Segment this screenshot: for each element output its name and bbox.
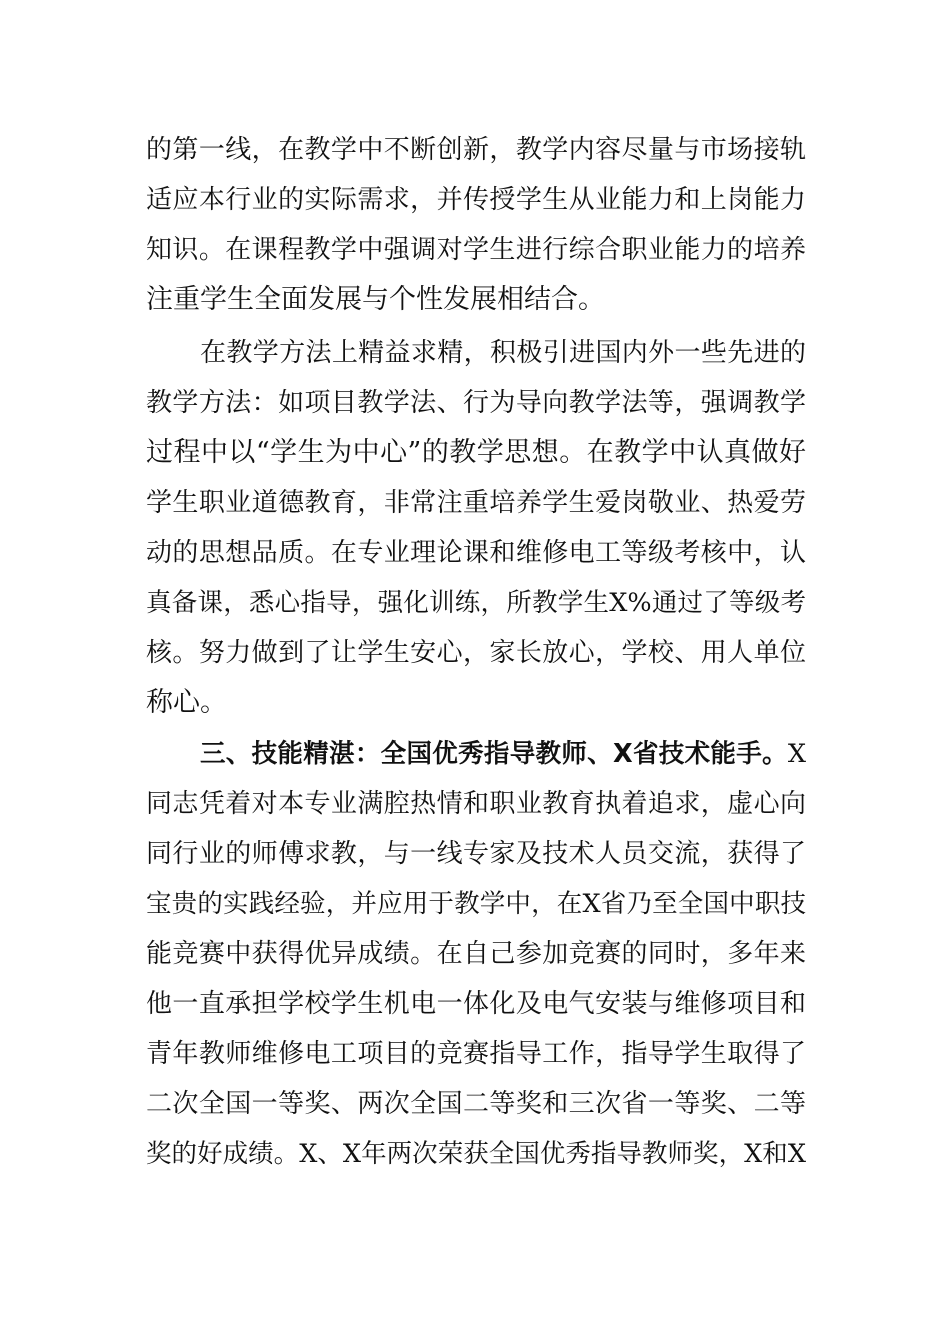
body-text-line: 能竞赛中获得优异成绩。在自己参加竞赛的同时，多年来 (146, 939, 806, 969)
body-text-line: 学生职业道德教育，非常注重培养学生爱岗敬业、热爱劳 (146, 488, 806, 518)
body-text-line: 宝贵的实践经验，并应用于教学中，在X省乃至全国中职技 (146, 889, 806, 919)
paragraph-first-line: 在教学方法上精益求精，积极引进国内外一些先进的 (200, 338, 806, 368)
body-text-line: 称心。 (146, 687, 227, 718)
body-text-line: 注重学生全面发展与个性发展相结合。 (146, 284, 605, 315)
body-text-line: 奖的好成绩。X、X年两次荣获全国优秀指导教师奖，X和X (146, 1139, 806, 1169)
body-text-line: 青年教师维修电工项目的竞赛指导工作，指导学生取得了 (146, 1039, 806, 1069)
body-text-line: 核。努力做到了让学生安心，家长放心，学校、用人单位 (146, 638, 806, 668)
section-heading-line (200, 734, 806, 774)
body-text-line: 二次全国一等奖、两次全国二等奖和三次省一等奖、二等 (146, 1089, 806, 1119)
body-text-line: 真备课，悉心指导，强化训练，所教学生X%通过了等级考 (146, 588, 806, 618)
section-heading: 三、技能精湛：全国优秀指导教师、X省技术能手。 (200, 739, 788, 769)
body-text-line: 同行业的师傅求教，与一线专家及技术人员交流，获得了 (146, 839, 806, 869)
body-text-line: 过程中以“学生为中心”的教学思想。在教学中认真做好 (146, 437, 806, 468)
body-text-line: 同志凭着对本专业满腔热情和职业教育执着追求，虚心向 (146, 789, 806, 819)
body-text-line: 的第一线，在教学中不断创新，教学内容尽量与市场接轨 (146, 135, 806, 165)
body-text-line: 适应本行业的实际需求，并传授学生从业能力和上岗能力 (146, 185, 806, 215)
body-text-line: 教学方法：如项目教学法、行为导向教学法等，强调教学 (146, 388, 806, 418)
body-text-line: 他一直承担学校学生机电一体化及电气安装与维修项目和 (146, 989, 806, 1019)
body-text-line: 知识。在课程教学中强调对学生进行综合职业能力的培养 (146, 235, 806, 265)
body-text-line: 动的思想品质。在专业理论课和维修电工等级考核中，认 (146, 538, 806, 568)
heading-tail-text: X (787, 739, 806, 769)
